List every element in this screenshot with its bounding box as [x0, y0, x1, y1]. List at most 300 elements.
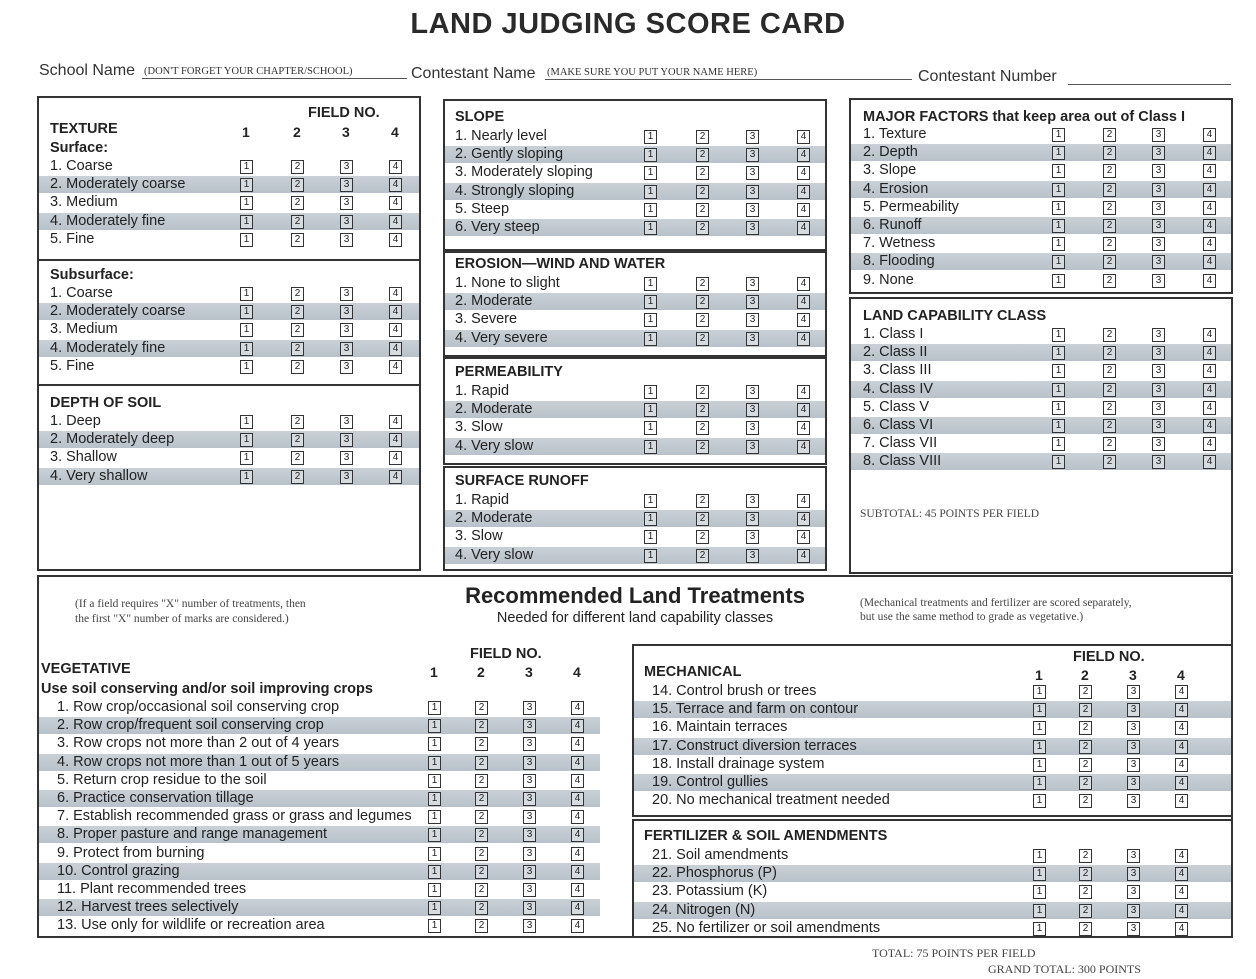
- field-2-checkbox[interactable]: 2: [696, 166, 709, 180]
- field-3-checkbox[interactable]: 3: [340, 342, 353, 356]
- field-1-checkbox[interactable]: 1: [644, 130, 657, 144]
- field-3-checkbox[interactable]: 3: [340, 215, 353, 229]
- field-1-checkbox[interactable]: 1: [240, 470, 253, 484]
- field-1-checkbox[interactable]: 1: [1052, 455, 1065, 469]
- field-3-checkbox[interactable]: 3: [746, 130, 759, 144]
- field-4-checkbox[interactable]: 4: [797, 130, 810, 144]
- field-1-checkbox[interactable]: 1: [644, 549, 657, 563]
- field-3-checkbox[interactable]: 3: [746, 440, 759, 454]
- field-4-checkbox[interactable]: 4: [389, 415, 402, 429]
- field-2-checkbox[interactable]: 2: [1079, 885, 1092, 899]
- field-4-checkbox[interactable]: 4: [797, 530, 810, 544]
- field-3-checkbox[interactable]: 3: [340, 233, 353, 247]
- field-3-checkbox[interactable]: 3: [1152, 128, 1165, 142]
- field-2-checkbox[interactable]: 2: [475, 756, 488, 770]
- field-1-checkbox[interactable]: 1: [644, 403, 657, 417]
- field-4-checkbox[interactable]: 4: [1175, 885, 1188, 899]
- field-2-checkbox[interactable]: 2: [1103, 346, 1116, 360]
- field-1-checkbox[interactable]: 1: [1033, 776, 1046, 790]
- field-4-checkbox[interactable]: 4: [1175, 703, 1188, 717]
- field-3-checkbox[interactable]: 3: [1127, 776, 1140, 790]
- field-1-checkbox[interactable]: 1: [1052, 255, 1065, 269]
- field-1-checkbox[interactable]: 1: [1033, 758, 1046, 772]
- field-2-checkbox[interactable]: 2: [1079, 703, 1092, 717]
- field-4-checkbox[interactable]: 4: [797, 166, 810, 180]
- field-4-checkbox[interactable]: 4: [1203, 346, 1216, 360]
- field-2-checkbox[interactable]: 2: [475, 919, 488, 933]
- field-3-checkbox[interactable]: 3: [340, 470, 353, 484]
- field-2-checkbox[interactable]: 2: [696, 494, 709, 508]
- field-3-checkbox[interactable]: 3: [746, 421, 759, 435]
- field-4-checkbox[interactable]: 4: [797, 421, 810, 435]
- field-4-checkbox[interactable]: 4: [1203, 255, 1216, 269]
- field-1-checkbox[interactable]: 1: [428, 756, 441, 770]
- field-3-checkbox[interactable]: 3: [1152, 201, 1165, 215]
- field-4-checkbox[interactable]: 4: [571, 792, 584, 806]
- field-3-checkbox[interactable]: 3: [523, 737, 536, 751]
- field-4-checkbox[interactable]: 4: [1203, 364, 1216, 378]
- field-1-checkbox[interactable]: 1: [644, 530, 657, 544]
- field-1-checkbox[interactable]: 1: [644, 203, 657, 217]
- field-3-checkbox[interactable]: 3: [746, 166, 759, 180]
- field-3-checkbox[interactable]: 3: [523, 701, 536, 715]
- field-3-checkbox[interactable]: 3: [340, 415, 353, 429]
- field-1-checkbox[interactable]: 1: [1033, 740, 1046, 754]
- field-1-checkbox[interactable]: 1: [1052, 401, 1065, 415]
- field-4-checkbox[interactable]: 4: [389, 287, 402, 301]
- field-1-checkbox[interactable]: 1: [1052, 419, 1065, 433]
- field-2-checkbox[interactable]: 2: [696, 185, 709, 199]
- field-1-checkbox[interactable]: 1: [428, 737, 441, 751]
- field-1-checkbox[interactable]: 1: [240, 305, 253, 319]
- field-1-checkbox[interactable]: 1: [1052, 146, 1065, 160]
- field-3-checkbox[interactable]: 3: [746, 512, 759, 526]
- field-4-checkbox[interactable]: 4: [1175, 721, 1188, 735]
- field-2-checkbox[interactable]: 2: [291, 360, 304, 374]
- field-3-checkbox[interactable]: 3: [1152, 146, 1165, 160]
- field-1-checkbox[interactable]: 1: [1052, 128, 1065, 142]
- field-2-checkbox[interactable]: 2: [291, 196, 304, 210]
- field-3-checkbox[interactable]: 3: [1152, 383, 1165, 397]
- field-2-checkbox[interactable]: 2: [696, 148, 709, 162]
- field-2-checkbox[interactable]: 2: [1103, 419, 1116, 433]
- field-4-checkbox[interactable]: 4: [1175, 867, 1188, 881]
- field-1-checkbox[interactable]: 1: [240, 196, 253, 210]
- field-4-checkbox[interactable]: 4: [571, 847, 584, 861]
- field-3-checkbox[interactable]: 3: [523, 901, 536, 915]
- field-2-checkbox[interactable]: 2: [1103, 328, 1116, 342]
- field-3-checkbox[interactable]: 3: [523, 792, 536, 806]
- field-2-checkbox[interactable]: 2: [696, 130, 709, 144]
- field-1-checkbox[interactable]: 1: [240, 342, 253, 356]
- field-1-checkbox[interactable]: 1: [240, 233, 253, 247]
- field-3-checkbox[interactable]: 3: [340, 178, 353, 192]
- field-4-checkbox[interactable]: 4: [797, 185, 810, 199]
- field-1-checkbox[interactable]: 1: [428, 901, 441, 915]
- field-1-checkbox[interactable]: 1: [644, 385, 657, 399]
- field-2-checkbox[interactable]: 2: [696, 385, 709, 399]
- field-3-checkbox[interactable]: 3: [340, 160, 353, 174]
- field-2-checkbox[interactable]: 2: [1103, 219, 1116, 233]
- field-4-checkbox[interactable]: 4: [1203, 146, 1216, 160]
- field-3-checkbox[interactable]: 3: [746, 185, 759, 199]
- field-3-checkbox[interactable]: 3: [340, 360, 353, 374]
- field-1-checkbox[interactable]: 1: [1033, 685, 1046, 699]
- field-1-checkbox[interactable]: 1: [1033, 922, 1046, 936]
- field-3-checkbox[interactable]: 3: [1127, 922, 1140, 936]
- field-1-checkbox[interactable]: 1: [644, 512, 657, 526]
- field-2-checkbox[interactable]: 2: [475, 792, 488, 806]
- field-4-checkbox[interactable]: 4: [797, 494, 810, 508]
- field-2-checkbox[interactable]: 2: [475, 737, 488, 751]
- field-2-checkbox[interactable]: 2: [696, 440, 709, 454]
- field-2-checkbox[interactable]: 2: [475, 883, 488, 897]
- field-4-checkbox[interactable]: 4: [1175, 776, 1188, 790]
- field-3-checkbox[interactable]: 3: [523, 847, 536, 861]
- field-3-checkbox[interactable]: 3: [523, 828, 536, 842]
- field-2-checkbox[interactable]: 2: [696, 403, 709, 417]
- field-3-checkbox[interactable]: 3: [1127, 904, 1140, 918]
- field-1-checkbox[interactable]: 1: [240, 215, 253, 229]
- field-3-checkbox[interactable]: 3: [746, 549, 759, 563]
- field-1-checkbox[interactable]: 1: [428, 919, 441, 933]
- field-4-checkbox[interactable]: 4: [797, 385, 810, 399]
- field-2-checkbox[interactable]: 2: [1103, 274, 1116, 288]
- field-2-checkbox[interactable]: 2: [1103, 383, 1116, 397]
- field-4-checkbox[interactable]: 4: [389, 323, 402, 337]
- field-4-checkbox[interactable]: 4: [571, 901, 584, 915]
- field-2-checkbox[interactable]: 2: [1103, 437, 1116, 451]
- field-2-checkbox[interactable]: 2: [291, 470, 304, 484]
- field-4-checkbox[interactable]: 4: [389, 433, 402, 447]
- field-3-checkbox[interactable]: 3: [523, 865, 536, 879]
- field-3-checkbox[interactable]: 3: [1152, 455, 1165, 469]
- field-2-checkbox[interactable]: 2: [291, 178, 304, 192]
- field-2-checkbox[interactable]: 2: [1103, 255, 1116, 269]
- field-3-checkbox[interactable]: 3: [1127, 849, 1140, 863]
- field-3-checkbox[interactable]: 3: [1152, 346, 1165, 360]
- contestant-name-field[interactable]: (MAKE SURE YOU PUT YOUR NAME HERE): [545, 67, 912, 80]
- field-2-checkbox[interactable]: 2: [1079, 758, 1092, 772]
- field-2-checkbox[interactable]: 2: [291, 215, 304, 229]
- field-4-checkbox[interactable]: 4: [571, 810, 584, 824]
- field-4-checkbox[interactable]: 4: [1203, 164, 1216, 178]
- field-4-checkbox[interactable]: 4: [1203, 219, 1216, 233]
- field-2-checkbox[interactable]: 2: [1103, 164, 1116, 178]
- field-2-checkbox[interactable]: 2: [475, 828, 488, 842]
- field-3-checkbox[interactable]: 3: [746, 494, 759, 508]
- field-3-checkbox[interactable]: 3: [1152, 237, 1165, 251]
- field-4-checkbox[interactable]: 4: [1203, 201, 1216, 215]
- field-2-checkbox[interactable]: 2: [1079, 794, 1092, 808]
- field-1-checkbox[interactable]: 1: [1033, 885, 1046, 899]
- field-4-checkbox[interactable]: 4: [797, 313, 810, 327]
- checklist-row: [634, 920, 1231, 937]
- field-2-checkbox[interactable]: 2: [696, 549, 709, 563]
- field-2-checkbox[interactable]: 2: [1103, 455, 1116, 469]
- field-4-checkbox[interactable]: 4: [797, 203, 810, 217]
- field-4-checkbox[interactable]: 4: [1203, 383, 1216, 397]
- field-4-checkbox[interactable]: 4: [389, 451, 402, 465]
- field-2-checkbox[interactable]: 2: [291, 451, 304, 465]
- field-3-checkbox[interactable]: 3: [340, 323, 353, 337]
- field-2-checkbox[interactable]: 2: [1103, 364, 1116, 378]
- field-3-checkbox[interactable]: 3: [1152, 401, 1165, 415]
- field-4-checkbox[interactable]: 4: [1175, 904, 1188, 918]
- field-1-checkbox[interactable]: 1: [240, 433, 253, 447]
- field-3-checkbox[interactable]: 3: [746, 332, 759, 346]
- field-3-checkbox[interactable]: 3: [523, 810, 536, 824]
- field-4-checkbox[interactable]: 4: [1203, 401, 1216, 415]
- field-3-checkbox[interactable]: 3: [1127, 758, 1140, 772]
- field-2-checkbox[interactable]: 2: [475, 774, 488, 788]
- field-4-checkbox[interactable]: 4: [571, 719, 584, 733]
- field-2-checkbox[interactable]: 2: [696, 421, 709, 435]
- field-1-checkbox[interactable]: 1: [1052, 274, 1065, 288]
- field-2-checkbox[interactable]: 2: [696, 530, 709, 544]
- field-1-checkbox[interactable]: 1: [1033, 849, 1046, 863]
- field-2-checkbox[interactable]: 2: [475, 865, 488, 879]
- field-3-checkbox[interactable]: 3: [1127, 685, 1140, 699]
- field-1-checkbox[interactable]: 1: [644, 440, 657, 454]
- field-2-checkbox[interactable]: 2: [1079, 685, 1092, 699]
- field-1-checkbox[interactable]: 1: [428, 883, 441, 897]
- school-name-field[interactable]: (DON'T FORGET YOUR CHAPTER/SCHOOL): [142, 66, 407, 79]
- field-1-checkbox[interactable]: 1: [1052, 183, 1065, 197]
- field-2-checkbox[interactable]: 2: [1079, 867, 1092, 881]
- field-2-checkbox[interactable]: 2: [475, 701, 488, 715]
- field-3-checkbox[interactable]: 3: [746, 295, 759, 309]
- field-2-checkbox[interactable]: 2: [1103, 128, 1116, 142]
- field-4-checkbox[interactable]: 4: [1203, 437, 1216, 451]
- field-2-checkbox[interactable]: 2: [1079, 904, 1092, 918]
- field-3-checkbox[interactable]: 3: [746, 203, 759, 217]
- field-2-checkbox[interactable]: 2: [1103, 201, 1116, 215]
- field-2-checkbox[interactable]: 2: [696, 332, 709, 346]
- field-1-checkbox[interactable]: 1: [1033, 721, 1046, 735]
- field-3-checkbox[interactable]: 3: [523, 756, 536, 770]
- field-2-checkbox[interactable]: 2: [1103, 401, 1116, 415]
- field-1-checkbox[interactable]: 1: [240, 360, 253, 374]
- field-4-checkbox[interactable]: 4: [571, 774, 584, 788]
- field-3-checkbox[interactable]: 3: [1127, 885, 1140, 899]
- field-2-checkbox[interactable]: 2: [1079, 776, 1092, 790]
- field-4-checkbox[interactable]: 4: [389, 196, 402, 210]
- field-1-checkbox[interactable]: 1: [428, 865, 441, 879]
- field-1-checkbox[interactable]: 1: [644, 313, 657, 327]
- field-1-checkbox[interactable]: 1: [1033, 867, 1046, 881]
- field-4-checkbox[interactable]: 4: [1175, 685, 1188, 699]
- field-4-checkbox[interactable]: 4: [1175, 794, 1188, 808]
- field-3-checkbox[interactable]: 3: [1152, 328, 1165, 342]
- field-1-checkbox[interactable]: 1: [644, 295, 657, 309]
- field-1-checkbox[interactable]: 1: [1052, 237, 1065, 251]
- field-3-checkbox[interactable]: 3: [746, 403, 759, 417]
- field-4-checkbox[interactable]: 4: [389, 233, 402, 247]
- field-4-checkbox[interactable]: 4: [1203, 237, 1216, 251]
- field-3-checkbox[interactable]: 3: [523, 774, 536, 788]
- field-3-checkbox[interactable]: 3: [746, 313, 759, 327]
- field-4-checkbox[interactable]: 4: [389, 178, 402, 192]
- field-3-checkbox[interactable]: 3: [340, 305, 353, 319]
- field-4-checkbox[interactable]: 4: [389, 160, 402, 174]
- field-2-checkbox[interactable]: 2: [696, 512, 709, 526]
- field-1-checkbox[interactable]: 1: [1052, 364, 1065, 378]
- field-4-checkbox[interactable]: 4: [1203, 419, 1216, 433]
- field-2-checkbox[interactable]: 2: [291, 415, 304, 429]
- field-3-checkbox[interactable]: 3: [746, 530, 759, 544]
- field-1-checkbox[interactable]: 1: [428, 810, 441, 824]
- field-1-checkbox[interactable]: 1: [240, 178, 253, 192]
- field-4-checkbox[interactable]: 4: [1203, 455, 1216, 469]
- field-4-checkbox[interactable]: 4: [1203, 328, 1216, 342]
- field-1-checkbox[interactable]: 1: [428, 828, 441, 842]
- field-4-checkbox[interactable]: 4: [571, 865, 584, 879]
- field-1-checkbox[interactable]: 1: [240, 287, 253, 301]
- field-2-checkbox[interactable]: 2: [291, 305, 304, 319]
- field-4-checkbox[interactable]: 4: [797, 221, 810, 235]
- field-3-checkbox[interactable]: 3: [746, 385, 759, 399]
- field-4-checkbox[interactable]: 4: [389, 215, 402, 229]
- field-2-checkbox[interactable]: 2: [291, 160, 304, 174]
- field-3-checkbox[interactable]: 3: [746, 148, 759, 162]
- field-1-checkbox[interactable]: 1: [240, 160, 253, 174]
- field-3-checkbox[interactable]: 3: [1127, 721, 1140, 735]
- field-3-checkbox[interactable]: 3: [1152, 419, 1165, 433]
- field-1-checkbox[interactable]: 1: [428, 792, 441, 806]
- field-3-checkbox[interactable]: 3: [523, 919, 536, 933]
- field-3-checkbox[interactable]: 3: [1127, 740, 1140, 754]
- field-1-checkbox[interactable]: 1: [644, 166, 657, 180]
- field-2-checkbox[interactable]: 2: [696, 221, 709, 235]
- field-1-checkbox[interactable]: 1: [428, 774, 441, 788]
- field-4-checkbox[interactable]: 4: [1175, 849, 1188, 863]
- field-3-checkbox[interactable]: 3: [523, 719, 536, 733]
- field-3-checkbox[interactable]: 3: [1152, 255, 1165, 269]
- field-3-checkbox[interactable]: 3: [340, 287, 353, 301]
- field-4-checkbox[interactable]: 4: [1203, 274, 1216, 288]
- field-1-checkbox[interactable]: 1: [644, 332, 657, 346]
- field-3-checkbox[interactable]: 3: [1127, 794, 1140, 808]
- field-1-checkbox[interactable]: 1: [240, 415, 253, 429]
- field-1-checkbox[interactable]: 1: [428, 701, 441, 715]
- field-4-checkbox[interactable]: 4: [797, 148, 810, 162]
- field-3-checkbox[interactable]: 3: [746, 221, 759, 235]
- field-2-checkbox[interactable]: 2: [696, 277, 709, 291]
- field-4-checkbox[interactable]: 4: [389, 305, 402, 319]
- field-4-checkbox[interactable]: 4: [1175, 758, 1188, 772]
- field-4-checkbox[interactable]: 4: [571, 828, 584, 842]
- field-4-checkbox[interactable]: 4: [571, 883, 584, 897]
- field-4-checkbox[interactable]: 4: [1175, 740, 1188, 754]
- field-3-checkbox[interactable]: 3: [1152, 219, 1165, 233]
- field-2-checkbox[interactable]: 2: [291, 287, 304, 301]
- field-1-checkbox[interactable]: 1: [644, 221, 657, 235]
- contestant-number-field[interactable]: [1068, 70, 1231, 85]
- field-1-checkbox[interactable]: 1: [644, 185, 657, 199]
- field-1-checkbox[interactable]: 1: [1052, 328, 1065, 342]
- field-4-checkbox[interactable]: 4: [389, 342, 402, 356]
- field-2-checkbox[interactable]: 2: [291, 233, 304, 247]
- field-2-checkbox[interactable]: 2: [1103, 146, 1116, 160]
- field-1-checkbox[interactable]: 1: [1052, 437, 1065, 451]
- field-3-checkbox[interactable]: 3: [1127, 867, 1140, 881]
- field-3-checkbox[interactable]: 3: [746, 277, 759, 291]
- field-4-checkbox[interactable]: 4: [797, 512, 810, 526]
- field-1-checkbox[interactable]: 1: [1033, 794, 1046, 808]
- field-1-checkbox[interactable]: 1: [240, 323, 253, 337]
- field-3-checkbox[interactable]: 3: [523, 883, 536, 897]
- field-4-checkbox[interactable]: 4: [797, 277, 810, 291]
- field-4-checkbox[interactable]: 4: [797, 440, 810, 454]
- field-2-checkbox[interactable]: 2: [1103, 183, 1116, 197]
- field-1-checkbox[interactable]: 1: [1052, 383, 1065, 397]
- field-4-checkbox[interactable]: 4: [797, 332, 810, 346]
- field-4-checkbox[interactable]: 4: [1203, 183, 1216, 197]
- field-3-checkbox[interactable]: 3: [340, 451, 353, 465]
- field-2-checkbox[interactable]: 2: [1079, 849, 1092, 863]
- field-3-checkbox[interactable]: 3: [1152, 274, 1165, 288]
- field-4-checkbox[interactable]: 4: [797, 403, 810, 417]
- field-4-checkbox[interactable]: 4: [797, 295, 810, 309]
- field-1-checkbox[interactable]: 1: [644, 277, 657, 291]
- field-4-checkbox[interactable]: 4: [389, 360, 402, 374]
- field-2-checkbox[interactable]: 2: [1079, 721, 1092, 735]
- field-4-checkbox[interactable]: 4: [797, 549, 810, 563]
- field-1-checkbox[interactable]: 1: [1052, 219, 1065, 233]
- field-2-checkbox[interactable]: 2: [475, 810, 488, 824]
- field-4-checkbox[interactable]: 4: [1203, 128, 1216, 142]
- field-3-checkbox[interactable]: 3: [340, 433, 353, 447]
- field-1-checkbox[interactable]: 1: [644, 148, 657, 162]
- field-3-checkbox[interactable]: 3: [1152, 183, 1165, 197]
- field-2-checkbox[interactable]: 2: [696, 203, 709, 217]
- field-4-checkbox[interactable]: 4: [571, 919, 584, 933]
- field-4-checkbox[interactable]: 4: [571, 701, 584, 715]
- field-1-checkbox[interactable]: 1: [1052, 346, 1065, 360]
- field-2-checkbox[interactable]: 2: [1079, 740, 1092, 754]
- field-4-checkbox[interactable]: 4: [389, 470, 402, 484]
- field-1-checkbox[interactable]: 1: [1052, 164, 1065, 178]
- field-3-checkbox[interactable]: 3: [1152, 164, 1165, 178]
- field-1-checkbox[interactable]: 1: [428, 847, 441, 861]
- field-4-checkbox[interactable]: 4: [571, 737, 584, 751]
- field-1-checkbox[interactable]: 1: [1033, 904, 1046, 918]
- field-4-checkbox[interactable]: 4: [571, 756, 584, 770]
- field-1-checkbox[interactable]: 1: [644, 494, 657, 508]
- field-2-checkbox[interactable]: 2: [291, 323, 304, 337]
- field-2-checkbox[interactable]: 2: [291, 342, 304, 356]
- field-1-checkbox[interactable]: 1: [428, 719, 441, 733]
- field-3-checkbox[interactable]: 3: [340, 196, 353, 210]
- field-3-checkbox[interactable]: 3: [1127, 703, 1140, 717]
- field-2-checkbox[interactable]: 2: [1103, 237, 1116, 251]
- field-1-checkbox[interactable]: 1: [1033, 703, 1046, 717]
- field-2-checkbox[interactable]: 2: [696, 295, 709, 309]
- field-2-checkbox[interactable]: 2: [475, 901, 488, 915]
- field-3-checkbox[interactable]: 3: [1152, 437, 1165, 451]
- field-2-checkbox[interactable]: 2: [696, 313, 709, 327]
- field-1-checkbox[interactable]: 1: [1052, 201, 1065, 215]
- field-3-checkbox[interactable]: 3: [1152, 364, 1165, 378]
- field-1-checkbox[interactable]: 1: [644, 421, 657, 435]
- field-4-checkbox[interactable]: 4: [1175, 922, 1188, 936]
- field-1-checkbox[interactable]: 1: [240, 451, 253, 465]
- field-2-checkbox[interactable]: 2: [1079, 922, 1092, 936]
- field-2-checkbox[interactable]: 2: [475, 719, 488, 733]
- field-2-checkbox[interactable]: 2: [291, 433, 304, 447]
- field-2-checkbox[interactable]: 2: [475, 847, 488, 861]
